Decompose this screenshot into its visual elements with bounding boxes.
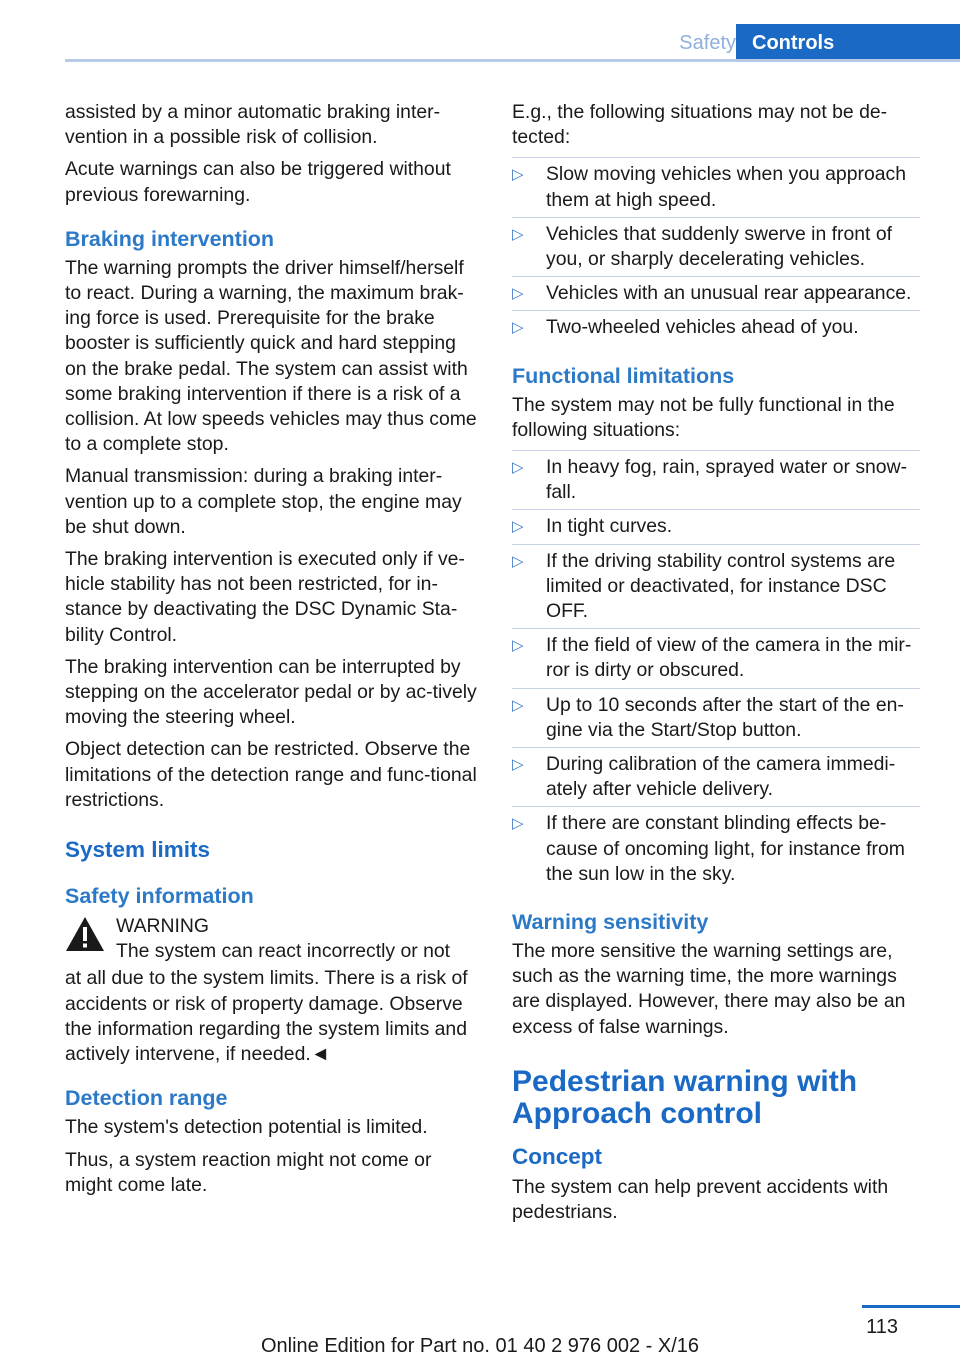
list-item	[512, 157, 920, 216]
bullet-triangle-icon: ▷	[512, 225, 524, 243]
bullet-triangle-icon: ▷	[512, 815, 524, 833]
undetected-situations-list	[512, 157, 920, 344]
list-item	[512, 450, 920, 509]
list-item-text: If the driving stability control systems are limited or deactivated, for instance DSC OFF.	[546, 549, 896, 623]
warning-text-first-line: The system can react incorrectly or not	[116, 940, 451, 963]
right-column	[512, 100, 920, 1232]
braking-paragraph-1: The warning prompts the driver himself/herself to react. During a warning, the maximum brak-ing force is used. Prerequisite for the brake booster is sufficiently quick and hard stepping on the brake pedal. The system can assist with some braking intervention if there is a risk of a collision. At low speeds vehicles may thus come to a complete stop.	[65, 256, 477, 456]
list-item-text: Two-wheeled vehicles ahead of you.	[546, 316, 859, 339]
list-item	[512, 628, 920, 687]
functional-limitations-heading: Functional limitations	[512, 363, 735, 388]
list-item	[512, 806, 920, 891]
header-divider	[65, 59, 960, 62]
edition-footer: Online Edition for Part no. 01 40 2 976 002 - X/16	[260, 1335, 700, 1357]
braking-paragraph-2: Manual transmission: during a braking inter-vention up to a complete stop, the engine may be shut down.	[65, 465, 462, 538]
undetected-intro: E.g., the following situations may not be de-tected:	[512, 101, 888, 149]
bullet-triangle-icon: ▷	[512, 319, 524, 337]
list-item-text: If the field of view of the camera in the mir-ror is dirty or obscured.	[546, 634, 912, 682]
list-item-text: Vehicles with an unusual rear appearance.	[546, 282, 912, 305]
concept-paragraph: The system can help prevent accidents with pedestrians.	[512, 1175, 889, 1224]
bullet-triangle-icon: ▷	[512, 637, 524, 655]
concept-heading: Concept	[512, 1143, 602, 1169]
warning-label: WARNING	[116, 915, 209, 938]
section-tab-controls[interactable]: Controls	[736, 24, 960, 62]
braking-paragraph-3: The braking intervention is executed only if ve-hicle stability has not been restricted, for in-stance by deactivating the DSC Dynamic Sta-bility Control.	[65, 548, 465, 646]
page-number-rule	[862, 1305, 960, 1308]
list-item	[512, 509, 920, 543]
system-limits-heading: System limits	[65, 837, 211, 863]
list-item	[512, 276, 920, 310]
bullet-triangle-icon: ▷	[512, 459, 524, 477]
list-item-text: In tight curves.	[546, 515, 673, 538]
page-header	[65, 24, 960, 62]
intro-paragraph: assisted by a minor automatic braking inter-vention in a possible risk of collision.	[65, 101, 441, 149]
bullet-triangle-icon: ▷	[512, 518, 524, 536]
functional-intro: The system may not be fully functional in the following situations:	[512, 393, 895, 441]
section-tab-safety[interactable]: Safety	[679, 32, 736, 54]
list-item-text: If there are constant blinding effects be-cause of oncoming light, for instance from the sun low in the sky.	[546, 812, 905, 885]
detection-paragraph-1: The system's detection potential is limited.	[65, 1116, 428, 1139]
list-item-text: Vehicles that suddenly swerve in front of you, or sharply decelerating vehicles.	[546, 222, 892, 271]
warning-sensitivity-heading: Warning sensitivity	[512, 910, 709, 935]
warning-text: at all due to the system limits. There is a risk of accidents or risk of property damage. Observe the information regarding the system limits and actively intervene, if needed.◄	[65, 967, 468, 1066]
list-item	[512, 747, 920, 806]
braking-paragraph-4: The braking intervention can be interrupted by stepping on the accelerator pedal or by ac-tively moving the steering wheel.	[65, 655, 477, 729]
braking-paragraph-5: Object detection can be restricted. Observe the limitations of the detection range and func-tional restrictions.	[65, 738, 477, 811]
list-item	[512, 310, 920, 344]
sensitivity-paragraph: The more sensitive the warning settings are, such as the warning time, the more warnings are displayed. However, there may also be an excess of false warnings.	[512, 940, 906, 1038]
list-item-text: In heavy fog, rain, sprayed water or snow-fall.	[546, 456, 908, 504]
page-number: 113	[866, 1316, 898, 1338]
bullet-triangle-icon: ▷	[512, 552, 524, 570]
bullet-triangle-icon: ▷	[512, 756, 524, 774]
list-item	[512, 217, 920, 276]
detection-paragraph-2: Thus, a system reaction might not come or might come late.	[65, 1148, 432, 1196]
left-column	[65, 100, 479, 1205]
warning-triangle-icon	[65, 916, 105, 952]
intro-paragraph-2: Acute warnings can also be triggered without previous forewarning.	[65, 158, 451, 206]
list-item	[512, 544, 920, 629]
functional-limitations-list	[512, 450, 920, 891]
list-item-text: Slow moving vehicles when you approach them at high speed.	[546, 163, 907, 211]
bullet-triangle-icon: ▷	[512, 285, 524, 303]
detection-range-heading: Detection range	[65, 1086, 228, 1111]
bullet-triangle-icon: ▷	[512, 166, 524, 184]
safety-information-heading: Safety information	[65, 884, 254, 909]
braking-intervention-heading: Braking intervention	[65, 226, 275, 251]
list-item-text: During calibration of the camera immedi-ately after vehicle delivery.	[546, 753, 896, 801]
pedestrian-warning-heading: Pedestrian warning with Approach control	[512, 1064, 858, 1130]
warning-notice	[65, 914, 479, 964]
list-item-text: Up to 10 seconds after the start of the en-gine via the Start/Stop button.	[546, 693, 904, 741]
bullet-triangle-icon: ▷	[512, 696, 524, 714]
list-item	[512, 688, 920, 747]
